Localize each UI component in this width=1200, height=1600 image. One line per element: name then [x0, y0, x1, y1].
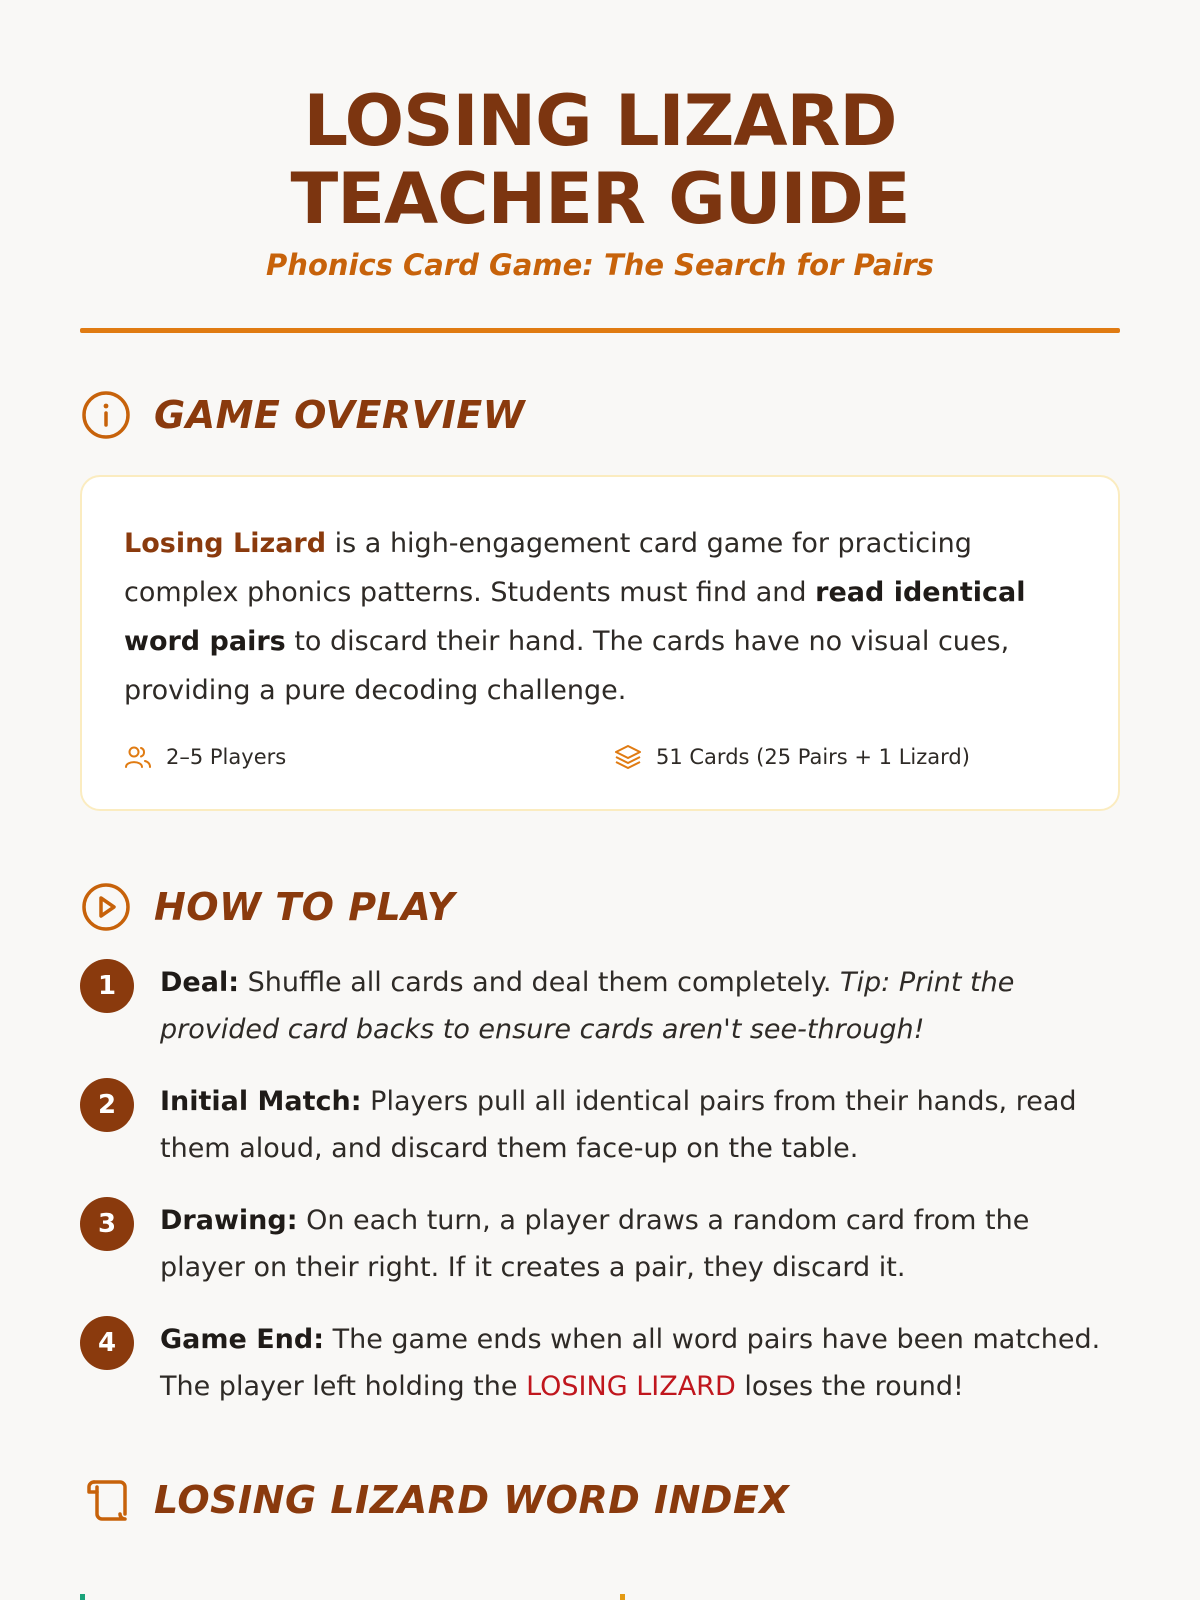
- page-title: [80, 0, 1120, 238]
- step-tip: Tip: Print the provided card backs to ensure cards aren't see-through!: [160, 967, 1015, 1045]
- step-label: Game End:: [160, 1324, 325, 1355]
- game-name: Losing Lizard: [124, 528, 327, 559]
- header-divider: [80, 328, 1120, 333]
- info-circle-icon: [80, 389, 132, 441]
- players-stat: [124, 743, 614, 771]
- column-marker-orange: [620, 1594, 625, 1600]
- word-index-section-header: [80, 1472, 1120, 1528]
- step-label: Deal:: [160, 967, 239, 998]
- title-line-2: TEACHER GUIDE: [290, 158, 910, 240]
- how-to-play-heading: HOW TO PLAY: [154, 885, 455, 929]
- step-item: [80, 1197, 1120, 1291]
- overview-text-part1: is a high-engagement card game for practicing complex phonics patterns. Students must find and: [124, 528, 972, 608]
- step-body: The game ends when all word pairs have been matched. The player left holding the: [160, 1324, 1101, 1402]
- how-to-play-section-header: [80, 879, 1120, 935]
- step-text: [160, 1078, 1120, 1172]
- step-number-badge: 1: [80, 959, 134, 1013]
- cards-label: 51 Cards (25 Pairs + 1 Lizard): [656, 745, 970, 769]
- step-item: [80, 1316, 1120, 1410]
- losing-lizard-highlight: LOSING LIZARD: [526, 1371, 736, 1402]
- users-icon: [124, 743, 152, 771]
- overview-description: [124, 519, 1076, 715]
- step-body-end: loses the round!: [735, 1371, 964, 1402]
- step-label: Initial Match:: [160, 1086, 362, 1117]
- step-text: [160, 959, 1120, 1053]
- overview-card: [80, 475, 1120, 811]
- step-body: On each turn, a player draws a random card from the player on their right. If it creates a pair, they discard it.: [160, 1205, 1030, 1283]
- overview-section-header: [80, 387, 1120, 443]
- overview-stats: [124, 743, 1076, 771]
- page-subtitle: Phonics Card Game: The Search for Pairs: [266, 248, 934, 282]
- overview-text-part2: to discard their hand. The cards have no visual cues, providing a pure decoding challenge.: [124, 626, 1010, 706]
- step-number-badge: 3: [80, 1197, 134, 1251]
- layers-icon: [614, 743, 642, 771]
- scroll-icon: [80, 1474, 132, 1526]
- overview-heading: GAME OVERVIEW: [154, 393, 526, 437]
- play-circle-icon: [80, 881, 132, 933]
- cards-stat: [614, 743, 970, 771]
- word-index-heading: LOSING LIZARD WORD INDEX: [154, 1478, 790, 1522]
- players-label: 2–5 Players: [166, 745, 287, 769]
- step-item: [80, 1078, 1120, 1172]
- title-line-1: LOSING LIZARD: [303, 80, 897, 162]
- step-text: [160, 1197, 1120, 1291]
- word-index-column-markers: [80, 1594, 1120, 1600]
- step-body: Shuffle all cards and deal them completely.: [239, 967, 841, 998]
- step-body: Players pull all identical pairs from their hands, read them aloud, and discard them face-up on the table.: [160, 1086, 1077, 1164]
- steps-list: [80, 959, 1120, 1410]
- overview-text-bold: read identical word pairs: [124, 577, 1026, 657]
- step-number-badge: 2: [80, 1078, 134, 1132]
- column-marker-green: [80, 1594, 85, 1600]
- step-label: Drawing:: [160, 1205, 298, 1236]
- step-item: [80, 959, 1120, 1053]
- step-text: [160, 1316, 1120, 1410]
- step-number-badge: 4: [80, 1316, 134, 1370]
